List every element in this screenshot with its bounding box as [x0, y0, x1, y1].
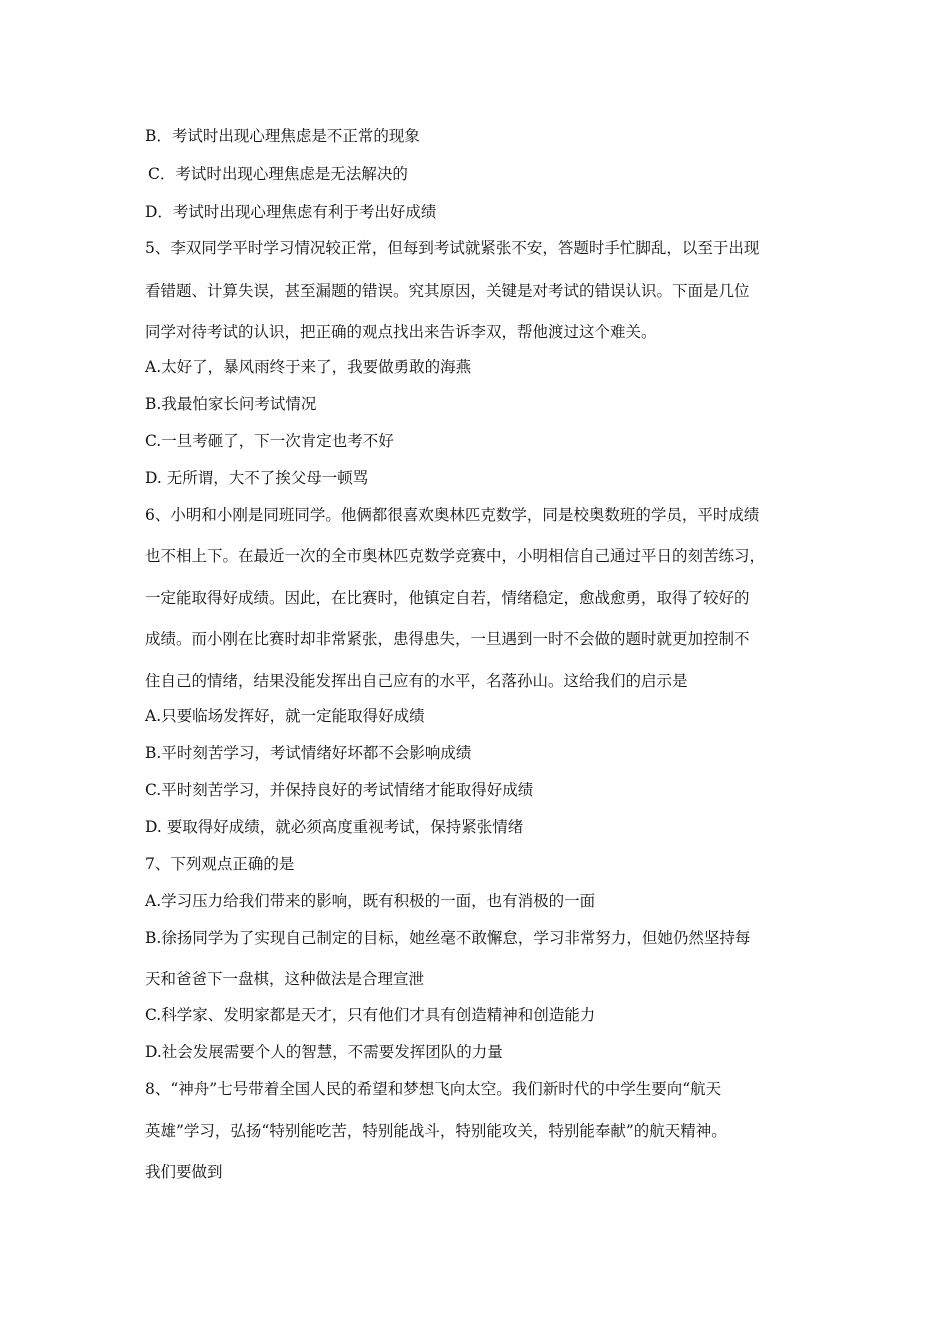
question-6-line-5: 住自己的情绪，结果没能发挥出自己应有的水平，名落孙山。这给我们的启示是: [145, 672, 688, 690]
option-c-q6: C.平时刻苦学习，并保持良好的考试情绪才能取得好成绩: [145, 781, 534, 799]
option-b-q6: B.平时刻苦学习，考试情绪好坏都不会影响成绩: [145, 744, 472, 762]
option-d-q7: D.社会发展需要个人的智慧，不需要发挥团队的力量: [145, 1043, 503, 1061]
question-8-line-1: 8、“神舟”七号带着全国人民的希望和梦想飞向太空。我们新时代的中学生要向“航天: [145, 1080, 722, 1098]
question-8-line-2: 英雄”学习，弘扬“特别能吃苦，特别能战斗，特别能攻关，特别能奉献”的航天精神。: [145, 1122, 727, 1140]
question-6-line-1: 6、小明和小刚是同班同学。他俩都很喜欢奥林匹克数学，同是校奥数班的学员，平时成绩: [145, 506, 760, 524]
question-5-line-3: 同学对待考试的认识，把正确的观点找出来告诉李双，帮他渡过这个难关。: [145, 323, 657, 341]
option-b-q7-line-2: 天和爸爸下一盘棋，这种做法是合理宣泄: [145, 970, 425, 988]
question-6-line-2: 也不相上下。在最近一次的全市奥林匹克数学竞赛中，小明相信自己通过平日的刻苦练习，: [145, 547, 766, 565]
option-b-q4: B．考试时出现心理焦虑是不正常的现象: [145, 127, 420, 145]
option-b-q5: B.我最怕家长问考试情况: [145, 395, 317, 413]
question-8-line-3: 我们要做到: [145, 1163, 223, 1181]
question-6-line-3: 一定能取得好成绩。因此，在比赛时，他镇定自若，情绪稳定，愈战愈勇，取得了较好的: [145, 589, 750, 607]
option-a-q6: A.只要临场发挥好，就一定能取得好成绩: [145, 707, 425, 725]
option-a-q5: A.太好了，暴风雨终于来了，我要做勇敢的海燕: [145, 358, 472, 376]
option-c-q4: C．考试时出现心理焦虑是无法解决的: [148, 165, 408, 183]
option-a-q7: A.学习压力给我们带来的影响，既有积极的一面，也有消极的一面: [145, 892, 596, 910]
question-7: 7、下列观点正确的是: [145, 855, 295, 873]
option-d-q4: D．考试时出现心理焦虑有利于考出好成绩: [145, 203, 437, 221]
option-c-q5: C.一旦考砸了，下一次肯定也考不好: [145, 432, 394, 450]
question-5-line-2: 看错题、计算失误，甚至漏题的错误。究其原因，关键是对考试的错误认识。下面是几位: [145, 282, 750, 300]
question-6-line-4: 成绩。而小刚在比赛时却非常紧张，患得患失，一旦遇到一时不会做的题时就更加控制不: [145, 630, 750, 648]
option-d-q6: D. 要取得好成绩，就必须高度重视考试，保持紧张情绪: [145, 818, 524, 836]
option-d-q5: D. 无所谓，大不了挨父母一顿骂: [145, 469, 369, 487]
question-5-line-1: 5、李双同学平时学习情况较正常，但每到考试就紧张不安，答题时手忙脚乱，以至于出现: [145, 239, 760, 257]
option-b-q7-line-1: B.徐扬同学为了实现自己制定的目标，她丝毫不敢懈怠，学习非常努力，但她仍然坚持每: [145, 929, 751, 947]
option-c-q7: C.科学家、发明家都是天才，只有他们才具有创造精神和创造能力: [145, 1006, 596, 1024]
